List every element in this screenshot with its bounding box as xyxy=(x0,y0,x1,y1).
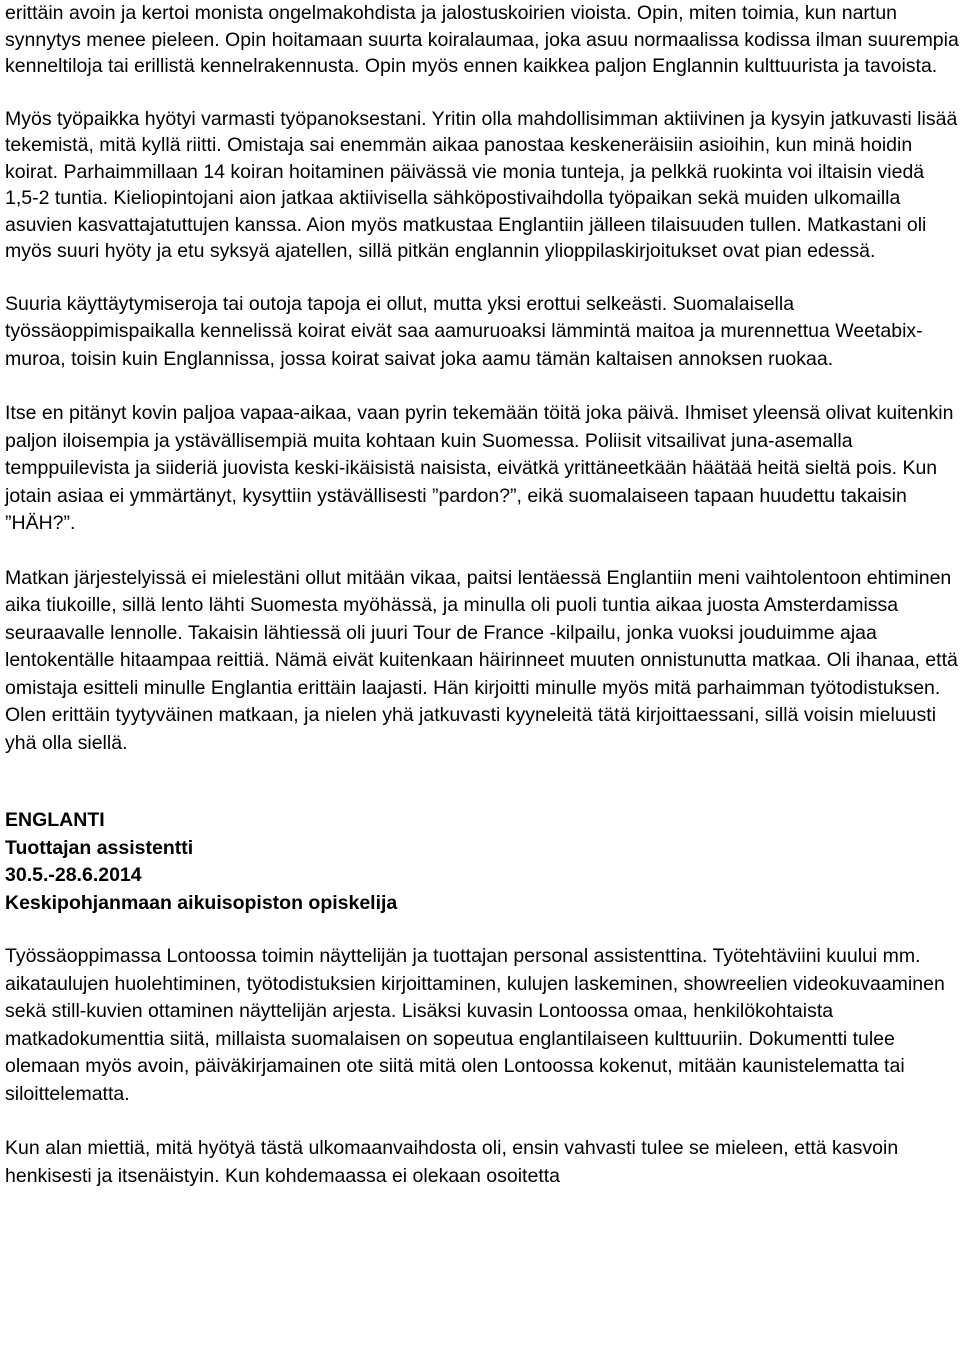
paragraph-behaviour-differences: Suuria käyttäytymiseroja tai outoja tapoja ei ollut, mutta yksi erottui selkeästi. Suomalaisella työssäoppimispaikalla kennelissä koirat eivät saa aamuruoaksi lämmintä maitoa ja murennettua Weetabix-muroa, toisin kuin Englannissa, jossa koirat saivat joka aamu tämän kaltaisen annoksen ruokaa. xyxy=(5,292,923,370)
paragraph-learning-outcomes: erittäin avoin ja kertoi monista ongelmakohdista ja jalostuskoirien vioista. Opin, miten toimia, kun nartun synnytys menee pieleen. Opin hoitamaan suurta koiralaumaa, joka asuu normaalissa kodissa ilman suurempia kenneltiloja tai erillistä kennelrakennusta. Opin myös ennen kaikkea paljon Englannin kulttuurista ja tavoista. xyxy=(5,2,959,77)
document-page xyxy=(5,0,960,1190)
report-header xyxy=(5,807,960,917)
section-spacer xyxy=(5,265,960,291)
section-producer-assistant xyxy=(5,943,960,1190)
header-dates: 30.5.-28.6.2014 xyxy=(5,864,142,886)
paragraph-free-time: Itse en pitänyt kovin paljoa vapaa-aikaa, vaan pyrin tekemään töitä joka päivä. Ihmiset yleensä olivat kuitenkin paljon iloisempia ja ystävällisempiä muita kohtaan kuin Suomessa. Poliisit vitsailivat juna-asemalla temppuilevista ja siideriä juovista keski-ikäisistä naisista, eivätkä yrittäneetkään häätää heitä sieltä pois. Kun jotain asiaa ei ymmärtänyt, kysyttiin ystävällisesti ”pardon?”, eikä suomalaiseen tapaan huudettu takaisin ”HÄH?”. xyxy=(5,402,954,534)
paragraph-job-duties: Työssäoppimassa Lontoossa toimin näyttelijän ja tuottajan personal assistenttina. Työtehtäviini kuului mm. aikataulujen huolehtiminen, työtodistuksien kirjoittaminen, kulujen laskeminen, showreelien videokuvaaminen sekä still-kuvien ottaminen näyttelijän arjesta. Lisäksi kuvasin Lontoossa omaa, henkilökohtaista matkadokumenttia siitä, millaista suomalaisen on sopeutua englantilaiseen kulttuuriin. Dokumentti tulee olemaan myös avoin, päiväkirjamainen ote siitä mitä olen Lontoossa kokenut, mitään kaunistelematta tai siloittelematta. xyxy=(5,945,945,1105)
section-dog-kennel-experience xyxy=(5,0,960,265)
section-cultural-notes xyxy=(5,291,960,758)
header-school: Keskipohjanmaan aikuisopiston opiskelija xyxy=(5,891,398,914)
paragraph-spacer xyxy=(5,373,960,400)
paragraph-reflection: Kun alan miettiä, mitä hyötyä tästä ulkomaanvaihdosta oli, ensin vahvasti tulee se mieleen, että kasvoin henkisesti ja itsenäistyin. Kun kohdemaassa ei olekaan osoitetta xyxy=(5,1137,899,1187)
paragraph-spacer xyxy=(5,80,960,106)
paragraph-workplace-benefit: Myös työpaikka hyötyi varmasti työpanoksestani. Yritin olla mahdollisimman aktiivinen ja kysyin jatkuvasti lisää tekemistä, mitä kyllä riitti. Omistaja sai enemmän aikaa panostaa keskeneräisiin asioihin, kun minä hoidin koirat. Parhaimmillaan 14 koiran hoitaminen päivässä vie monia tunteja, ja pelkkä ruokinta voi iltaisin viedä 1,5-2 tuntia. Kieliopintojani aion jatkaa aktiivisella sähköpostivaihdolla työpaikan sekä muiden ulkomailla asuvien kasvattajatuttujen kanssa. Aion myös matkustaa Englantiin jälleen tilaisuuden tullen. Matkastani oli myös suuri hyöty ja etu syksyä ajatellen, sillä pitkän englannin ylioppilaskirjoitukset ovat pian edessä. xyxy=(5,107,958,262)
paragraph-spacer xyxy=(5,1108,960,1135)
header-role: Tuottajan assistentti xyxy=(5,836,194,859)
header-country: ENGLANTI xyxy=(5,809,105,831)
paragraph-travel-arrangements: Matkan järjestelyissä ei mielestäni ollut mitään vikaa, paitsi lentäessä Englantiin meni vaihtolentoon ehtiminen aika tiukoille, sillä lento lähti Suomesta myöhässä, ja minulla oli puoli tuntia aikaa juosta Amsterdamissa seuraavalle lennolle. Takaisin lähtiessä oli juuri Tour de France -kilpailu, jonka vuoksi jouduimme ajaa lentokentälle hitaampaa reittiä. Nämä eivät kuitenkaan häirinneet muuten onnistunutta matkaa. Oli ihanaa, että omistaja esitteli minulle Englantia erittäin laajasti. Hän kirjoitti minulle myös mitä parhaimman työtodistuksen. Olen erittäin tyytyväinen matkaan, ja nielen yhä jatkuvasti kyyneleitä tätä kirjoittaessani, sillä voisin mieluusti yhä olla siellä. xyxy=(5,566,958,754)
paragraph-spacer xyxy=(5,538,960,565)
